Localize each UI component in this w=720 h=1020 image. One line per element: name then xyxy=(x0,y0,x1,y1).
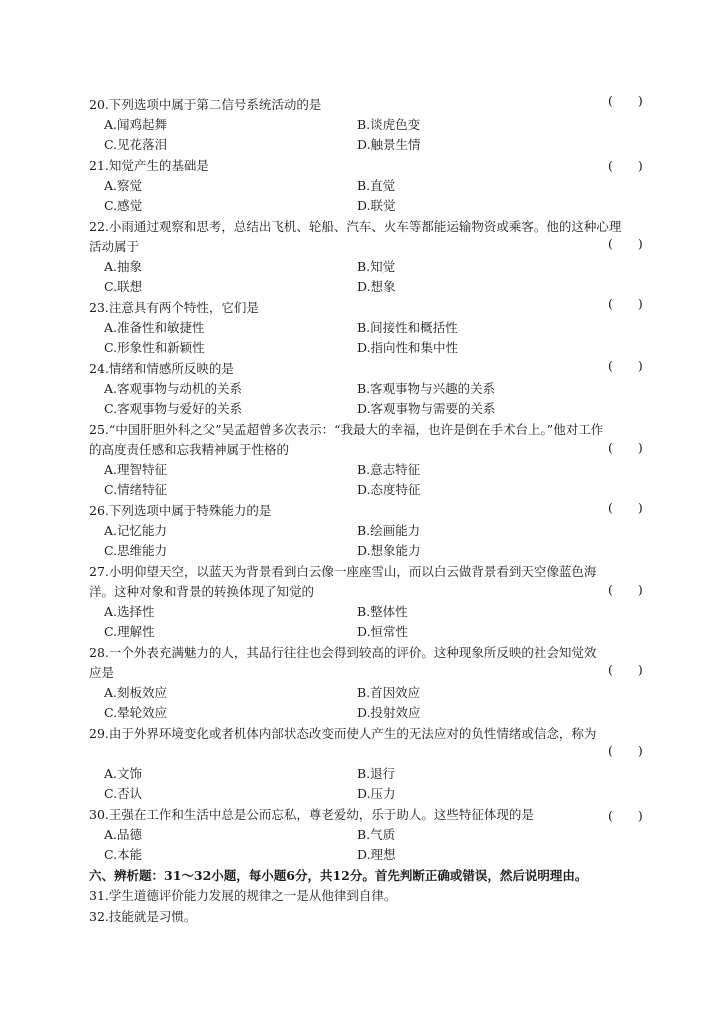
q30-option-a: A.品德 xyxy=(104,827,143,842)
q22-option-c: C.联想 xyxy=(104,279,143,294)
q26-option-a: A.记忆能力 xyxy=(104,523,168,538)
q28-option-b: B.首因效应 xyxy=(357,685,421,700)
q25-option-a: A.理智特征 xyxy=(104,462,168,477)
q29-option-d: D.压力 xyxy=(357,786,396,801)
q30-answer-bracket: ( ) xyxy=(608,808,643,823)
q22-stem-line2: 活动属于 xyxy=(89,239,140,254)
q32-stem: 32.技能就是习惯。 xyxy=(89,909,197,924)
q30-option-c: C.本能 xyxy=(104,847,143,862)
q30-option-b: B.气质 xyxy=(357,827,396,842)
q30-option-d: D.理想 xyxy=(357,847,396,862)
q24-stem: 24.情绪和情感所反映的是 xyxy=(89,361,234,376)
q29-answer-bracket: ( ) xyxy=(608,743,643,758)
q29-option-b: B.退行 xyxy=(357,766,396,781)
q27-stem-line1: 27.小明仰望天空，以蓝天为背景看到白云像一座座雪山，而以白云做背景看到天空像蓝色海 xyxy=(89,564,597,579)
q20-option-d: D.触景生情 xyxy=(357,137,421,152)
q28-option-a: A.刻板效应 xyxy=(104,685,168,700)
q20-option-c: C.见花落泪 xyxy=(104,137,168,152)
section6-title: 六、辨析题：31～32小题，每小题6分，共12分。首先判断正确或错误，然后说明理由。 xyxy=(89,868,588,883)
q24-option-a: A.客观事物与动机的关系 xyxy=(104,381,243,396)
q28-option-c: C.晕轮效应 xyxy=(104,705,168,720)
q27-option-a: A.选择性 xyxy=(104,604,155,619)
q25-stem-line2: 的高度责任感和忘我精神属于性格的 xyxy=(89,442,290,457)
q26-option-c: C.思维能力 xyxy=(104,543,168,558)
q21-option-c: C.感觉 xyxy=(104,198,143,213)
q22-answer-bracket: ( ) xyxy=(608,236,643,251)
q27-option-b: B.整体性 xyxy=(357,604,408,619)
q25-answer-bracket: ( ) xyxy=(608,440,643,455)
q28-option-d: D.投射效应 xyxy=(357,705,421,720)
q25-option-b: B.意志特征 xyxy=(357,462,421,477)
q27-stem-line2: 洋。这种对象和背景的转换体现了知觉的 xyxy=(89,584,315,599)
q29-stem: 29.由于外界环境变化或者机体内部状态改变而使人产生的无法应对的负性情绪或信念，称为 xyxy=(89,726,597,741)
q28-stem-line2: 应是 xyxy=(89,665,115,680)
q25-stem-line1: 25.“中国肝胆外科之父”吴孟超曾多次表示：“我最大的幸福，也许是倒在手术台上。”他对工作 xyxy=(89,422,604,437)
q27-option-c: C.理解性 xyxy=(104,624,155,639)
q22-option-a: A.抽象 xyxy=(104,259,143,274)
q21-option-b: B.直觉 xyxy=(357,178,396,193)
q23-option-b: B.间接性和概括性 xyxy=(357,320,458,335)
q31-stem: 31.学生道德评价能力发展的规律之一是从他律到自律。 xyxy=(89,888,397,903)
q27-option-d: D.恒常性 xyxy=(357,624,409,639)
q21-answer-bracket: ( ) xyxy=(608,158,643,173)
q29-option-c: C.否认 xyxy=(104,786,143,801)
q28-stem-line1: 28.一个外表充满魅力的人，其品行往往也会得到较高的评价。这种现象所反映的社会知觉效 xyxy=(89,645,597,660)
q22-option-d: D.想象 xyxy=(357,279,396,294)
q23-option-d: D.指向性和集中性 xyxy=(357,340,459,355)
q20-option-a: A.闻鸡起舞 xyxy=(104,117,168,132)
q26-answer-bracket: ( ) xyxy=(608,500,643,515)
q25-option-d: D.态度特征 xyxy=(357,482,421,497)
q22-option-b: B.知觉 xyxy=(357,259,396,274)
q20-stem: 20.下列选项中属于第二信号系统活动的是 xyxy=(89,97,322,112)
q20-option-b: B.谈虎色变 xyxy=(357,117,421,132)
q21-option-d: D.联觉 xyxy=(357,198,396,213)
q23-stem: 23.注意具有两个特性，它们是 xyxy=(89,300,259,315)
q24-option-d: D.客观事物与需要的关系 xyxy=(357,401,496,416)
q29-option-a: A.文饰 xyxy=(104,766,143,781)
q21-stem: 21.知觉产生的基础是 xyxy=(89,158,209,173)
q24-option-b: B.客观事物与兴趣的关系 xyxy=(357,381,496,396)
q23-option-c: C.形象性和新颖性 xyxy=(104,340,205,355)
q27-answer-bracket: ( ) xyxy=(608,582,643,597)
q30-stem: 30.王强在工作和生活中总是公而忘私，尊老爱幼，乐于助人。这些特征体现的是 xyxy=(89,807,534,822)
q24-option-c: C.客观事物与爱好的关系 xyxy=(104,401,243,416)
q25-option-c: C.情绪特征 xyxy=(104,482,168,497)
q23-answer-bracket: ( ) xyxy=(608,296,643,311)
q26-option-d: D.想象能力 xyxy=(357,543,421,558)
q23-option-a: A.准备性和敏捷性 xyxy=(104,320,205,335)
q22-stem-line1: 22.小雨通过观察和思考，总结出飞机、轮船、汽车、火车等都能运输物资或乘客。他的这种心理 xyxy=(89,219,622,234)
q28-answer-bracket: ( ) xyxy=(608,662,643,677)
q24-answer-bracket: ( ) xyxy=(608,358,643,373)
q26-option-b: B.绘画能力 xyxy=(357,523,421,538)
q20-answer-bracket: ( ) xyxy=(608,93,643,108)
q26-stem: 26.下列选项中属于特殊能力的是 xyxy=(89,503,272,518)
q21-option-a: A.察觉 xyxy=(104,178,143,193)
